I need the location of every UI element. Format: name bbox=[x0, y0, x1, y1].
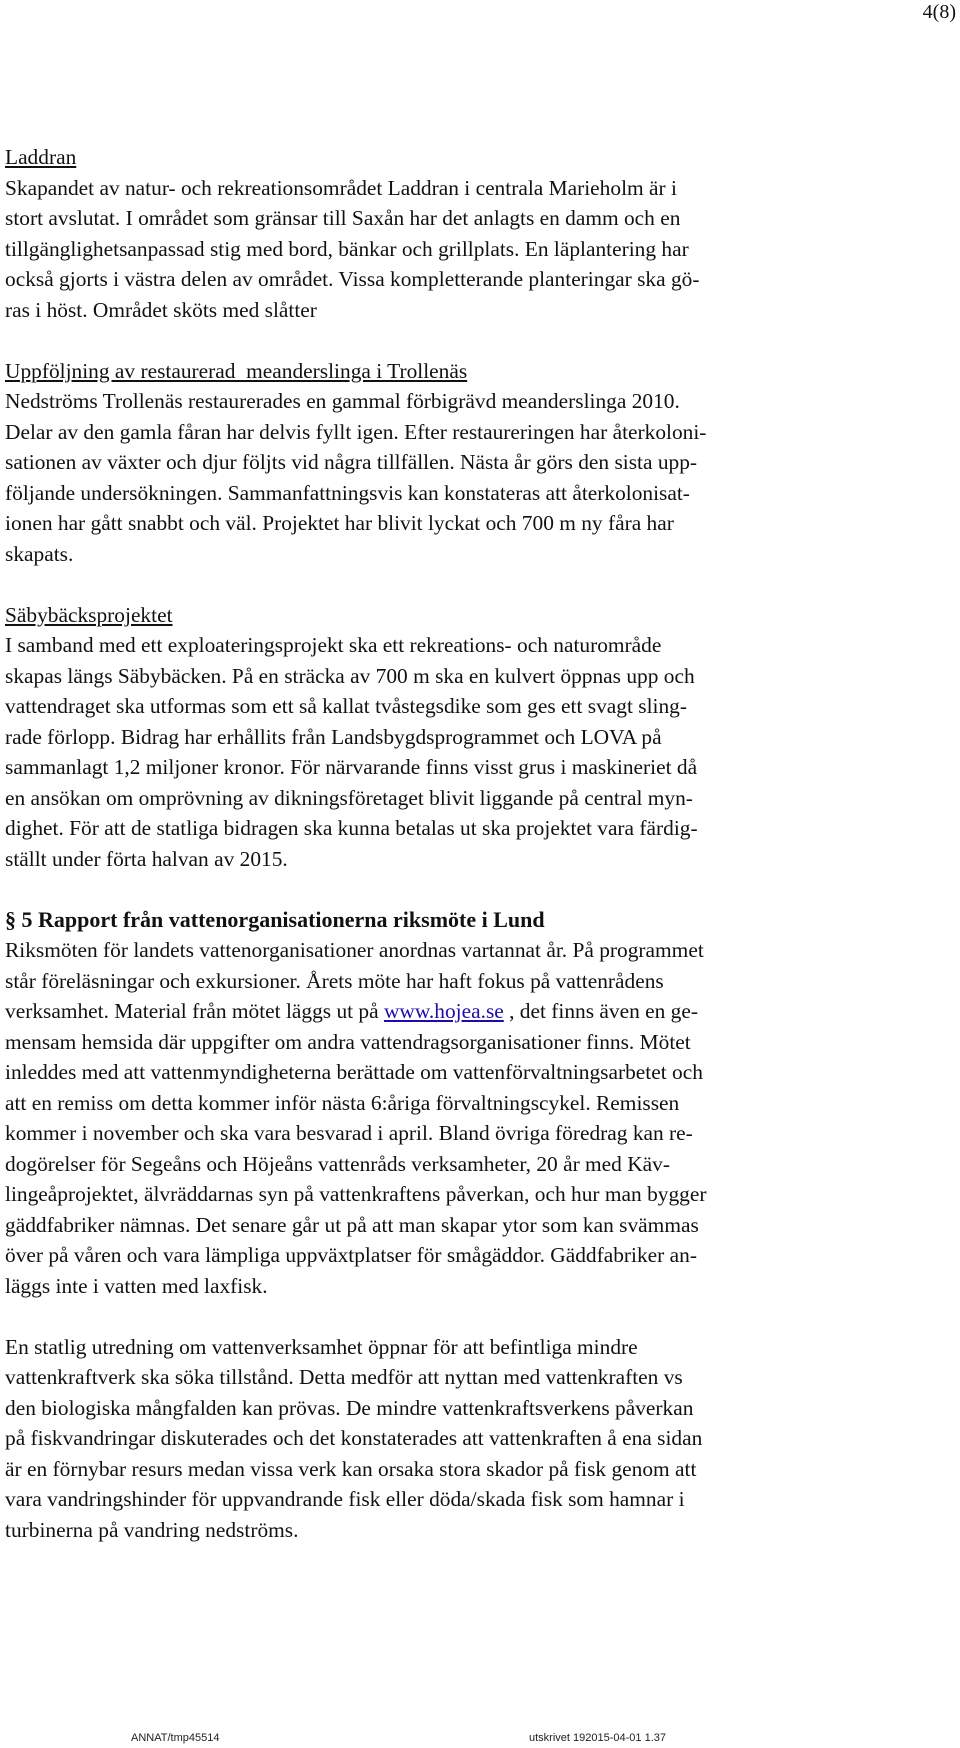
text-line-with-link bbox=[5, 996, 895, 1027]
text-line: ionen har gått snabbt och väl. Projektet har blivit lyckat och 700 m ny fåra har bbox=[5, 511, 674, 535]
text-line: Nedströms Trollenäs restaurerades en gammal förbigrävd meanderslinga 2010. bbox=[5, 389, 680, 413]
text-line: Riksmöten för landets vattenorganisationer anordnas vartannat år. På programmet bbox=[5, 938, 704, 962]
link-suffix: , det finns även en ge- bbox=[503, 999, 698, 1023]
document-body bbox=[5, 142, 895, 1545]
text-line: tillgänglighetsanpassad stig med bord, bänkar och grillplats. En läplantering har bbox=[5, 236, 689, 261]
text-line: över på våren och vara lämpliga uppväxtplatser för smågäddor. Gäddfabriker an- bbox=[5, 1243, 697, 1267]
text-line: sationen av växter och djur följts vid några tillfällen. Nästa år görs den sista upp- bbox=[5, 450, 698, 474]
footer-printed: utskrivet 192015-04-01 1.37 bbox=[529, 1732, 666, 1744]
text-line: också gjorts i västra delen av området. Vissa kompletterande planteringar ska gö- bbox=[5, 267, 700, 291]
page-number: 4(8) bbox=[922, 1, 956, 23]
text-line: En statlig utredning om vattenverksamhet öppnar för att befintliga mindre bbox=[5, 1334, 638, 1359]
section-5 bbox=[5, 905, 895, 1546]
text-line: skapats. bbox=[5, 541, 74, 566]
text-line: Skapandet av natur- och rekreationsområdet Laddran i centrala Marieholm är i bbox=[5, 175, 677, 200]
text-line: lingeåprojektet, älvräddarnas syn på vattenkraftens påverkan, och hur man bygger bbox=[5, 1182, 707, 1206]
text-line: mensam hemsida där uppgifter om andra vattendragsorganisationer finns. Mötet bbox=[5, 1029, 691, 1054]
text-line: kommer i november och ska vara besvarad i april. Bland övriga föredrag kan re- bbox=[5, 1121, 693, 1145]
text-line: dighet. För att de statliga bidragen ska kunna betalas ut ska projektet vara färdig- bbox=[5, 816, 698, 840]
text-line: rade förlopp. Bidrag har erhållits från Landsbygdsprogrammet och LOVA på bbox=[5, 724, 662, 749]
text-line: på fiskvandringar diskuterades och det konstaterades att vattenkraften å ena sidan bbox=[5, 1426, 703, 1450]
footer-doc-id: ANNAT/tmp45514 bbox=[131, 1732, 220, 1744]
text-line: vattenkraftverk ska söka tillstånd. Detta medför att nyttan med vattenkraften vs bbox=[5, 1365, 683, 1389]
text-line: att en remiss om detta kommer inför nästa 6:åriga förvaltningscykel. Remissen bbox=[5, 1090, 680, 1115]
heading-trollenas: Uppföljning av restaurerad meanderslinga i Trollenäs bbox=[5, 358, 468, 383]
text-line: är en förnybar resurs medan vissa verk kan orsaka stora skador på fisk genom att bbox=[5, 1456, 697, 1481]
text-line: stort avslutat. I området som gränsar till Saxån har det anlagts en damm och en bbox=[5, 206, 681, 230]
heading-sabybacks: Säbybäcksprojektet bbox=[5, 602, 173, 627]
text-line: står föreläsningar och exkursioner. Årets möte har haft fokus på vattenrådens bbox=[5, 968, 664, 993]
text-line: Delar av den gamla fåran har delvis fyllt igen. Efter restaureringen har återkoloni- bbox=[5, 419, 707, 444]
text-line: ras i höst. Området sköts med slåtter bbox=[5, 297, 317, 322]
section-laddran bbox=[5, 142, 895, 325]
text-line: följande undersökningen. Sammanfattningsvis kan konstateras att återkolonisat- bbox=[5, 480, 690, 505]
text-line: I samband med ett exploateringsprojekt ska ett rekreations- och naturområde bbox=[5, 633, 662, 657]
hojea-link[interactable]: www.hojea.se bbox=[383, 999, 504, 1023]
text-line: skapas längs Säbybäcken. På en sträcka av 700 m ska en kulvert öppnas upp och bbox=[5, 663, 695, 688]
text-line: en ansökan om omprövning av dikningsföretaget blivit liggande på central myn- bbox=[5, 785, 693, 810]
link-prefix: verksamhet. Material från mötet läggs ut på bbox=[5, 999, 384, 1023]
text-line: sammanlagt 1,2 miljoner kronor. För närvarande finns visst grus i maskineriet då bbox=[5, 755, 698, 779]
text-line: dogörelser för Segeåns och Höjeåns vattenråds verksamheter, 20 år med Käv- bbox=[5, 1151, 670, 1176]
text-line: inleddes med att vattenmyndigheterna berättade om vattenförvaltningsarbetet och bbox=[5, 1060, 703, 1084]
text-line: ställt under förta halvan av 2015. bbox=[5, 846, 288, 871]
text-line: vattendraget ska utformas som ett så kallat tvåstegsdike som ges ett svagt sling- bbox=[5, 694, 687, 718]
text-line: gäddfabriker nämnas. Det senare går ut på att man skapar ytor som kan svämmas bbox=[5, 1212, 699, 1237]
text-line: läggs inte i vatten med laxfisk. bbox=[5, 1273, 268, 1298]
heading-section-5: § 5 Rapport från vattenorganisationerna riksmöte i Lund bbox=[5, 906, 545, 932]
section-sabybacks bbox=[5, 600, 895, 875]
text-line: turbinerna på vandring nedströms. bbox=[5, 1517, 299, 1542]
section-trollenas bbox=[5, 356, 895, 570]
text-line: den biologiska mångfalden kan prövas. De mindre vattenkraftsverkens påverkan bbox=[5, 1395, 694, 1420]
text-line: vara vandringshinder för uppvandrande fisk eller döda/skada fisk som hamnar i bbox=[5, 1487, 685, 1511]
heading-laddran: Laddran bbox=[5, 145, 77, 169]
